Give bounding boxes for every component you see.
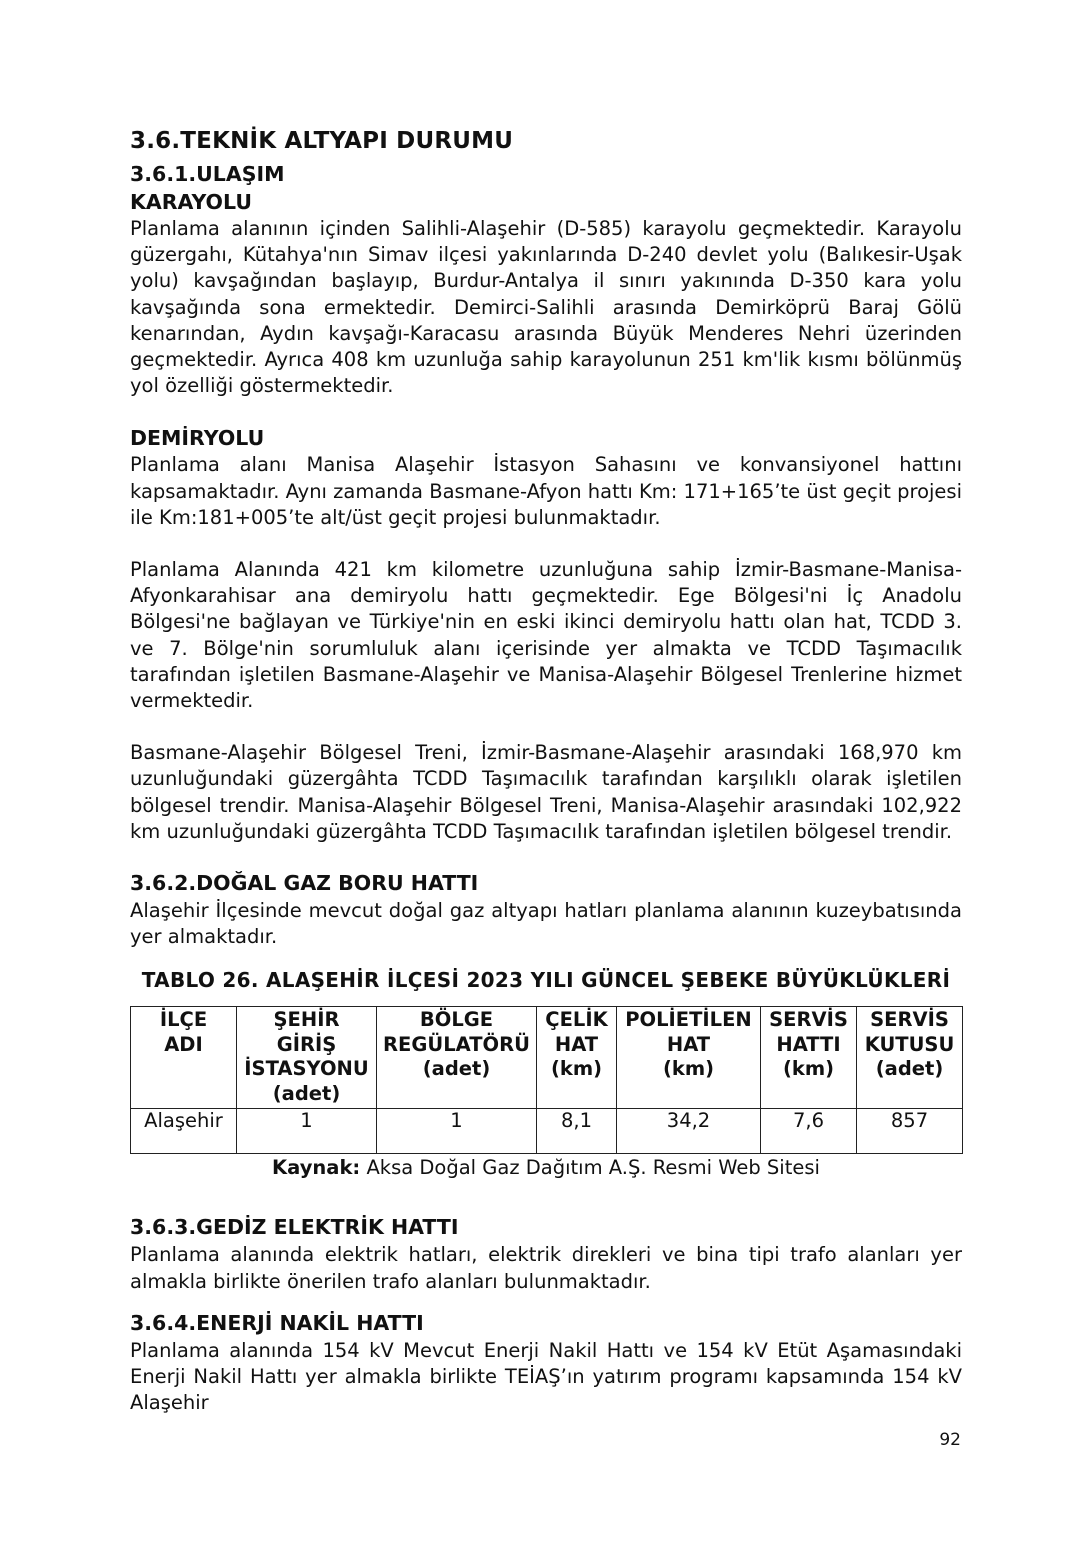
page-number: 92 [939,1430,961,1450]
subsection-heading-ulasim: 3.6.1.ULAŞIM [130,162,285,186]
table-cell: Alaşehir [131,1109,237,1154]
network-size-table [130,1006,963,1154]
header-cell: ŞEHİR GİRİŞ İSTASYONU (adet) [237,1007,377,1109]
paragraph-enerji-nakil: Planlama alanında 154 kV Mevcut Enerji Nakil Hattı ve 154 kV Etüt Aşamasındaki Enerji Nakil Hattı yer almakla birlikte TEİAŞ’ın yatırım programı kapsamında 154 kV Alaşehir [130,1338,962,1415]
source-text: Aksa Doğal Gaz Dağıtım A.Ş. Resmi Web Sitesi [360,1156,820,1180]
heading-karayolu: KARAYOLU [130,190,252,214]
header-cell: ÇELİK HAT (km) [537,1007,617,1109]
table-row [131,1109,963,1154]
paragraph-demiryolu-1: Planlama alanı Manisa Alaşehir İstasyon Sahasını ve konvansiyonel hattını kapsamaktadır. Aynı zamanda Basmane-Afyon hattı Km: 171+165’te üst geçit projesi ile Km:181+005’te alt/üst geçit projesi bulunmaktadır. [130,453,962,529]
table-source [130,1156,962,1179]
section-heading: 3.6.TEKNİK ALTYAPI DURUMU [130,128,514,154]
table-cell: 34,2 [617,1109,761,1154]
paragraph-demiryolu-2: Planlama Alanında 421 km kilometre uzunluğuna sahip İzmir-Basmane-Manisa-Afyonkarahisar ana demiryolu hattı geçmektedir. Ege Bölgesi'ni İç Anadolu Bölgesi'ne bağlayan ve Türkiye'nin en eski ikinci demiryolu hattı olan hat, TCDD 3. ve 7. Bölge'nin sorumluluk alanı içerisinde yer almakta ve TCDD Taşımacılık tarafından işletilen Basmane-Alaşehir ve Manisa-Alaşehir Bölgesel Trenlerine hizmet vermektedir. [130,558,962,713]
paragraph-karayolu: Planlama alanının içinden Salihli-Alaşehir (D-585) karayolu geçmektedir. Karayolu güzergahı, Kütahya'nın Simav ilçesi yakınlarında D-240 devlet yolu (Balıkesir-Uşak yolu) kavşağından başlayıp, Burdur-Antalya il sınırı yakınında D-350 kara yolu kavşağında sona ermektedir. Demirci-Salihli arasında Demirköprü Baraj Gölü kenarından, Aydın kavşağı-Karacasu arasında Büyük Menderes Nehri üzerinden geçmektedir. Ayrıca 408 km uzunluğa sahip karayolunun 251 km'lik kısmı bölünmüş yol özelliği göstermektedir. [130,217,962,398]
table-header-row [131,1007,963,1109]
subsection-heading-dogalgaz: 3.6.2.DOĞAL GAZ BORU HATTI [130,871,479,896]
header-cell: SERVİS KUTUSU (adet) [857,1007,963,1109]
header-cell: BÖLGE REGÜLATÖRÜ (adet) [377,1007,537,1109]
table-cell: 857 [857,1109,963,1154]
table-cell: 8,1 [537,1109,617,1154]
header-cell: İLÇE ADI [131,1007,237,1109]
header-cell: SERVİS HATTI (km) [761,1007,857,1109]
header-cell: POLİETİLEN HAT (km) [617,1007,761,1109]
document-page [130,128,962,1416]
paragraph-dogalgaz: Alaşehir İlçesinde mevcut doğal gaz altyapı hatları planlama alanının kuzeybatısında yer almaktadır. [130,899,962,949]
subsection-heading-elektrik: 3.6.3.GEDİZ ELEKTRİK HATTI [130,1215,459,1240]
table-cell: 7,6 [761,1109,857,1154]
source-label: Kaynak: [272,1156,361,1180]
paragraph-demiryolu-3: Basmane-Alaşehir Bölgesel Treni, İzmir-Basmane-Alaşehir arasındaki 168,970 km uzunluğundaki güzergâhta TCDD Taşımacılık tarafından karşılıklı olarak işletilen bölgesel trendir. Manisa-Alaşehir Bölgesel Treni, Manisa-Alaşehir arasındaki 102,922 km uzunluğundaki güzergâhta TCDD Taşımacılık tarafından işletilen bölgesel trendir. [130,741,962,843]
table-cell: 1 [377,1109,537,1154]
subsection-heading-enerji-nakil: 3.6.4.ENERJİ NAKİL HATTI [130,1310,424,1335]
table-caption: TABLO 26. ALAŞEHİR İLÇESİ 2023 YILI GÜNCEL ŞEBEKE BÜYÜKLÜKLERİ [141,968,951,993]
paragraph-elektrik: Planlama alanında elektrik hatları, elektrik direkleri ve bina tipi trafo alanları yer almakla birlikte önerilen trafo alanları bulunmaktadır. [130,1243,962,1293]
table-cell: 1 [237,1109,377,1154]
heading-demiryolu: DEMİRYOLU [130,426,265,451]
